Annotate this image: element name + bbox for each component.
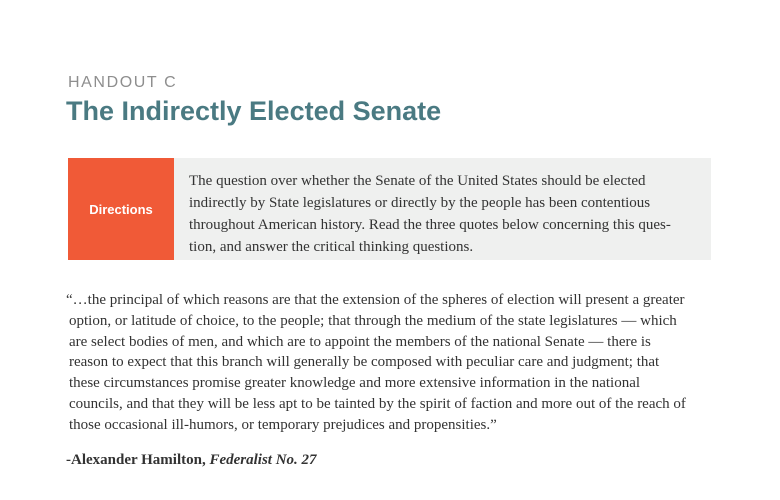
quote-line: reason to expect that this branch will generally be composed with peculiar care and judgment; that xyxy=(69,354,660,371)
handout-label: HANDOUT C xyxy=(68,74,178,91)
hamilton-quote xyxy=(66,290,726,436)
directions-line: The question over whether the Senate of the United States should be elected xyxy=(189,173,646,189)
quote-line: option, or latitude of choice, to the people; that through the medium of the state legislatures — which xyxy=(69,312,677,329)
directions-tab xyxy=(68,158,174,260)
attribution-work: Federalist No. 27 xyxy=(209,452,317,468)
page-title: The Indirectly Elected Senate xyxy=(66,96,442,126)
quote-attribution xyxy=(66,452,317,469)
quote-line: councils, and that they will be less apt to be tainted by the spirit of faction and more out of the reach of xyxy=(69,395,686,412)
directions-box xyxy=(68,158,711,260)
directions-text xyxy=(174,158,681,260)
directions-line: tion, and answer the critical thinking questions. xyxy=(189,239,474,255)
quote-line: “…the principal of which reasons are that the extension of the spheres of election will present a greater xyxy=(66,292,685,308)
quote-line: those occasional ill-humors, or temporary prejudices and propensities.” xyxy=(69,416,497,433)
quote-line: are select bodies of men, and which are to appoint the members of the national Senate — there is xyxy=(69,333,651,350)
directions-line: throughout American history. Read the three quotes below concerning this ques- xyxy=(189,217,671,233)
quote-line: these circumstances promise greater knowledge and more extensive information in the national xyxy=(69,375,641,392)
attribution-author: -Alexander Hamilton, xyxy=(66,452,206,468)
directions-label: Directions xyxy=(89,201,153,217)
directions-line: indirectly by State legislatures or directly by the people has been contentious xyxy=(189,195,651,211)
